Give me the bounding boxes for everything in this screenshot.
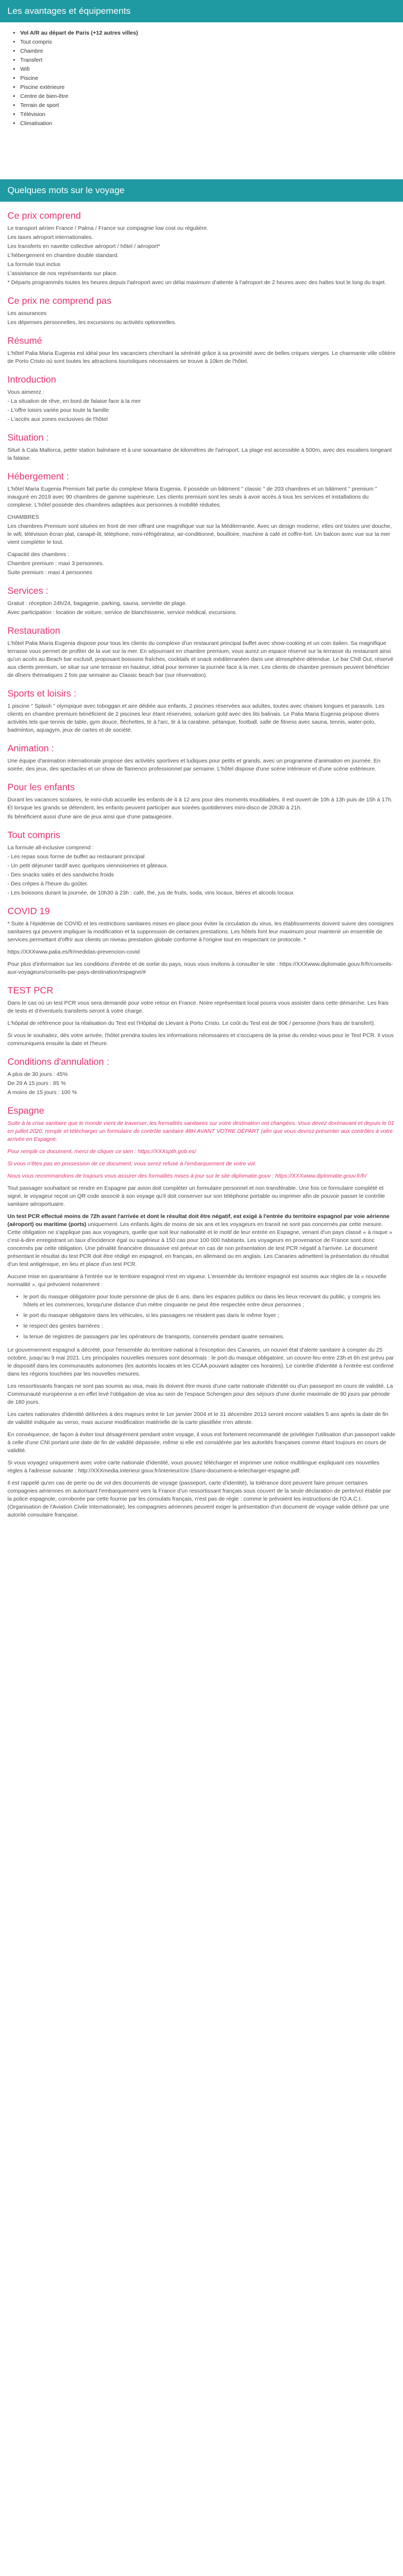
tout-compris-line: - Les repas sous forme de buffet au restaurant principal bbox=[7, 854, 145, 860]
intro-line: - L'accès aux zones exclusives de l'hôtel bbox=[7, 416, 108, 423]
chambres-label: CHAMBRES bbox=[7, 514, 39, 520]
sports-heading: Sports et loisirs : bbox=[7, 688, 77, 699]
tout-compris-line: - Un petit déjeuner tardif avec quelques viennoiseries et gâteaux. bbox=[7, 863, 169, 869]
compris-line: * Départs programmés toutes les heures depuis l'aéroport avec un délai maximum d'attente à l'aéroport de 2 heures avec des haltes tout le long du trajet. bbox=[7, 279, 387, 286]
non-compris-line: Les assurances bbox=[7, 310, 47, 317]
enfants-heading: Pour les enfants bbox=[7, 782, 75, 792]
espagne-alert-link[interactable]: Pour remplir ce document, merci de cliquer ce sien : https://XXXspth.gob.es/ bbox=[7, 1148, 196, 1155]
animation-heading: Animation : bbox=[7, 743, 54, 753]
services-line: Gratuit : réception 24h/24, bagagerie, parking, sauna, serviette de plage. bbox=[7, 600, 187, 607]
feature-item: • Climatisation bbox=[20, 119, 396, 128]
non-compris-line: Les dépenses personnelles, les excursions ou activités optionnelles. bbox=[7, 319, 177, 326]
feature-item: • Piscine bbox=[20, 74, 396, 83]
features-section-title: Les avantages et équipements bbox=[0, 0, 403, 22]
intro-line: Vous aimerez : bbox=[7, 389, 45, 395]
feature-item: • Chambre bbox=[20, 47, 396, 56]
enfants-line: Durant les vacances scolaires, le mini-club accueille les enfants de 4 à 12 ans pour des moments inoubliables. Il est ouvert de 10h à 13h puis de 15h à 17h. Et lorsque les grands se détendent, les enfants peuvent participer aux soirées quotidiennes mini-disco de 20h30 à 21h. bbox=[7, 797, 393, 811]
intro-line: - L'offre loisirs variée pour toute la famille bbox=[7, 407, 109, 413]
feature-item: • Centre de bien-être bbox=[20, 92, 396, 101]
espagne-rule: • le port du masque obligatoire dans les véhicules, si les passagers ne résident pas dans le même foyer ; bbox=[23, 1312, 396, 1320]
feature-item: • Tout compris bbox=[20, 38, 396, 47]
espagne-alert: Suite à la crise sanitaire que le monde vient de traverser, les formalités sanitaires sur votre destination ont changées. Vous devez dorénavant et depuis le 01 en juillet 2020, remplir et télécharger un formulaire de contrôle sanitaire 48H AVANT VOTRE DÉPART (afin que vous devrez présenter aux contrôles à votre arrivée en Espagne. bbox=[7, 1120, 394, 1142]
espagne-paragraph: Tout passager souhaitant se rendre en Espagne par avion doit compléter un formulaire personnel et non transférable. Une fois ce formulaire complété et signé, le voyageur reçoit un QR code associé à son voyage qu'il doit conserver sur son téléphone portable ou imprimer afin de pouvoir passer le contrôle sanitaire aéroportuaire. bbox=[7, 1185, 385, 1207]
compris-line: L'assistance de nos représentants sur place. bbox=[7, 270, 118, 277]
espagne-pcr-rest: uniquement. Les enfants âgés de moins de six ans et les voyageurs en transit ne sont pas concernés par cette mesure. Cette obligation ne s'applique pas aux voyageurs, quelle que soit leur nationalité et le motif de leur entrée en Espagne, venant d'un pays classé « à risque » c'est-à-dire enregistrant un taux d'incidence égal ou supérieur à 150 cas pour 100 000 habitants. Les voyageurs en provenance de France sont donc concernés par cette obligation. Une pénalité financière dissuasive est prévue en cas de non présentation de test PCR négatif à l'arrivée. Le document présentant le résultat du test PCR doit être rédigé en espagnol, en français, en allemand ou en anglais. Les Canaries admettent la présentation du résultat d'un test antigénique, en lieu et place d'un test PCR. bbox=[7, 1221, 392, 1268]
espagne-paragraph: Aucune mise en quarantaine à l'entrée sur le territoire espagnol n'est en vigueur. L'ensemble du territoire espagnol est soumis aux règles de la « nouvelle normalité », qui prévoient notamment : bbox=[7, 1273, 387, 1288]
compris-line: Le transport aérien France / Palma / France sur compagnie low cost ou régulière. bbox=[7, 225, 208, 231]
situation-heading: Situation : bbox=[7, 432, 49, 443]
feature-item: • Vol A/R au départ de Paris (+12 autres villes) bbox=[20, 29, 396, 38]
resume-text: L'hôtel Palia Maria Eugenia est idéal pour les vacanciers cherchant la sérénité grâce à sa proximité avec de belles criques vierges. Le charmante ville côtière de Porto Cristo où sont toutes les attractions touristiques nécessaires se trouve à 10km de l'hôtel. bbox=[7, 350, 396, 365]
compris-line: L'hébergement en chambre double standard. bbox=[7, 252, 119, 259]
feature-item: • Terrain de sport bbox=[20, 101, 396, 110]
annulation-heading: Conditions d'annulation : bbox=[7, 1056, 110, 1067]
covid-url[interactable]: https://XXXwww.palia.es/fr/medidas-prevencion-covid bbox=[7, 949, 140, 955]
restauration-heading: Restauration bbox=[7, 625, 61, 636]
capacite-line: Chambre premium : maxi 3 personnes. bbox=[7, 560, 104, 567]
annulation-line: A moins de 15 jours : 100 % bbox=[7, 1089, 77, 1096]
restauration-text: L'hôtel Palia Maria Eugenia dispose pour tous les clients du complexe d'un restaurant principal buffet avec show-cooking et un coin italien. Sa magnifique terrasse vous permet de profiter de la vue sur la mer. En séjournant en chambre premium, vous aurez un espace réservé sur la terrasse du restaurant ainsi qu'un accès au Beach bar exclusif, proposant boissons fraîches, cocktails et snack méditerranéen dans une atmosphère détendue. Le bar Chill Out, réservé aux clients premium, se situe sur une terrasse en hauteur, idéal pour terminer la journée face à la mer. Les clients de chambre premium peuvent bénéficier de dîners thématiques 2 fois par semaine au Classic beach bar (sur réservation). bbox=[7, 640, 393, 678]
resume-heading: Résumé bbox=[7, 335, 43, 346]
espagne-rule: • le port du masque obligatoire pour toute personne de plus de 6 ans, dans les espaces publics ou dans les lieux recevant du public, y compris les hôtels et les commerces, lorsqu'une distance d'un mètre cinquante ne peut être respectée entre deux personnes ; bbox=[23, 1293, 396, 1309]
espagne-rule: • la tenue de registres de passagers par les opérateurs de transports, conservés pendant quatre semaines. bbox=[23, 1333, 396, 1341]
espagne-rule: • le respect des gestes barrières ; bbox=[23, 1322, 396, 1330]
hebergement-heading: Hébergement : bbox=[7, 471, 69, 482]
espagne-paragraph: Le gouvernement espagnol a décrété, pour l'ensemble du territoire national à l'exception des Canaries, un nouvel état d'alerte sanitaire à compter du 25 octobre, jusqu'au 9 mai 2021. Les principales nouvelles mesures sont désormais : le port du masque obligatoire, un couvre-feu entre 23h et 6h est prévu par le dispositif dans les communautés autonomes (les autorités locales et les CCAA pouvant adapter ces horaires). Le contrôle d'identité à l'entrée est confirmé dans les régions touchées par les nouvelles mesures. bbox=[7, 1347, 394, 1377]
espagne-alert-link[interactable]: Nous vous recommandons de toujours vous assurer des formalités mises à jour sur le site diplomatie.gouv : https://XXXwww.diplomatie.gouv.fr/fr/ bbox=[7, 1173, 367, 1179]
espagne-heading: Espagne bbox=[7, 1105, 45, 1116]
services-heading: Services : bbox=[7, 585, 48, 596]
capacite-line: Capacité des chambres : bbox=[7, 551, 70, 558]
features-list bbox=[7, 29, 396, 128]
sports-text: 1 piscine " Splash " olympique avec toboggan et aire dédiée aux enfants, 2 piscines réservées aux adultes, toutes avec chaises longues et parasols. Les clients en chambre premium bénéficient de 2 piscines leur étant réservées, solarium gold avec des lits balinais. Le Palia Maria Eugenia propose divers activités tels que tennis de table, gym douce, fléchettes, tir à l'arc, tir à la carabine, pétanque, football, salle de fitness avec sauna, tennis, water-polo, badminton, aquagym, jeux de cartes et de société. bbox=[7, 703, 385, 733]
intro-heading: Introduction bbox=[7, 374, 56, 385]
covid-text: * Suite à l'épidémie de COVID et les restrictions sanitaires mises en place pour éviter la circulation du virus, les établissements doivent suivre des consignes sanitaires qui peuvent impliquer la modification et la suppression de certaines prestations. Les hôtels font leur maximum pour maintenir un ensemble de services permettant d'offrir aux clients un niveau prestation globale conforme à l'origine tout en respectant ce protocole. * bbox=[7, 921, 394, 943]
pcr-line: Dans le cas où un test PCR vous sera demandé pour votre retour en France. Notre représentant local pourra vous assister dans cette démarche. Les frais de tests et d'éventuels transferts seront à votre charge. bbox=[7, 1000, 389, 1014]
features-spacer bbox=[0, 137, 403, 179]
intro-line: - La situation de rêve, en bord de falaise face à la mer bbox=[7, 398, 141, 404]
non-compris-heading: Ce prix ne comprend pas bbox=[7, 295, 112, 306]
covid-info: Pour plus d'information sur les conditions d'entrée et de sortie du pays, nous vous invitons à consulter le site : https://XXXwww.diplomatie.gouv.fr/fr/conseils-aux-voyageurs/conseils-par-pays-destination/espagne/# bbox=[7, 961, 393, 975]
pcr-line: L'hôpital de référence pour la réalisation du Test est l'Hôpital de Llevant à Porto Cristo. Le coût du Test est de 90€ / personne (hors frais de transfert). bbox=[7, 1020, 375, 1026]
tout-compris-line: - Les boissons durant la journée, de 10h30 à 23h : café, thé, jus de fruits, soda, vins locaux, bières et alcools locaux bbox=[7, 890, 294, 896]
feature-item: • Télévision bbox=[20, 110, 396, 119]
features-section bbox=[0, 22, 403, 137]
feature-item: • Transfert bbox=[20, 56, 396, 65]
pcr-line: Si vous le souhaitez, dès votre arrivée, l'hôtel prendra toutes les informations nécessaires et s'occupera de la prise du rendez-vous pour le Test PCR. Il vous communiquera ensuite la date et l'heure. bbox=[7, 1032, 394, 1047]
compris-heading: Ce prix comprend bbox=[7, 210, 81, 221]
espagne-paragraph: Les cartes nationales d'identité délivrées à des majeurs entre le 1er janvier 2004 et le 31 décembre 2013 seront encore valables 5 ans après la date de fin de validité indiquée au verso, mais aucune modification matérielle de la carte plastifiée n'en atteste. bbox=[7, 1411, 389, 1426]
compris-line: Les transferts en navette collective aéroport / hôtel / aéroport* bbox=[7, 243, 161, 250]
tout-compris-line: - Des crêpes à l'heure du goûter. bbox=[7, 881, 89, 887]
capacite-line: Suite premium : maxi 4 personnes bbox=[7, 569, 93, 576]
espagne-pcr-paragraph bbox=[7, 1213, 396, 1269]
trip-description bbox=[0, 210, 403, 1519]
compris-list bbox=[7, 225, 396, 287]
info-section-title: Quelques mots sur le voyage bbox=[0, 179, 403, 202]
animation-text: Une équipe d'animation internationale propose des activités sportives et ludiques pour petits et grands, avec un programme d'animation en journée. En soirée, des jeux, des spectacles et un show de flamenco professionnel par semaine. L'hôtel dispose d'une scène intérieure et d'une scène extérieure. bbox=[7, 758, 381, 772]
compris-line: La formule tout inclus bbox=[7, 261, 61, 268]
hebergement-text: L'hôtel Maria Eugenia Premium fait partie du complexe Maria Eugenia. Il possède un bâtiment " classic " de 203 chambres et un bâtiment " premium " inauguré en 2019 avec 90 chambres de gamme supérieure. Les clients premium sont les seuls à avoir accès à tous les services et installations du complexe. L'hôtel possède des chambres adaptées aux personnes à mobilité réduites. bbox=[7, 486, 377, 508]
covid-heading: COVID 19 bbox=[7, 906, 50, 916]
pcr-heading: TEST PCR bbox=[7, 985, 54, 996]
espagne-paragraph: Les ressortissants français ne sont pas soumis au visa, mais ils doivent être munis d'une carte nationale d'identité ou d'un passeport en cours de validité. La Communauté européenne a en effet levé l'obligation de visa au sein de l'espace Schengen pour des séjours d'une durée maximale de 90 jours par période de 180 jours. bbox=[7, 1383, 393, 1405]
tout-compris-heading: Tout compris bbox=[7, 830, 61, 840]
espagne-paragraph: Il est rappelé qu'en cas de perte ou de vol des documents de voyage (passeport, carte d'identité), la tolérance dont peuvent faire preuve certaines compagnies aériennes en autorisant l'embarquement vers la France d'un ressortissant français sous couvert de la seule déclaration de perte/vol établie par la police espagnole, corroborée par cette fournie par les consulats français, n'est pas de règle : comme le prévoient les instructions de l'O.A.C.I. (Organisation de l'Aviation Civile Internationale), les compagnies aériennes peuvent exiger la présentation d'un document de voyage valide délivré par une autorité consulaire française. bbox=[7, 1480, 391, 1518]
espagne-rules-list bbox=[7, 1293, 396, 1341]
feature-item: • Wifi bbox=[20, 65, 396, 74]
espagne-alert: Si vous n'êtes pas en possession de ce document, vous serez refusé à l'embarquement de votre vol. bbox=[7, 1161, 257, 1167]
situation-text: Situé à Cala Mallorca, petite station balnéaire et à une soixantaine de kilomètres de l'aéroport. La plage est accessible à 500m, avec des escaliers longeant la falaise. bbox=[7, 447, 392, 461]
annulation-line: A plus de 30 jours : 45% bbox=[7, 1071, 68, 1078]
tout-compris-line: - Des snacks salés et des sandwichs froids bbox=[7, 872, 114, 878]
chambres-text: Les chambres Premium sont situées en front de mer offrant une magnifique vue sur la Méditerranée. Avec un design moderne, elles ont toutes une douche, le wifi, télévision écran plat, canapé-lit, téléphone, mini-réfrigérateur, air-conditionné, bouilloire, machine à café et coffre-fort. Un balcon avec vue sur la mer vient compléter le tout. bbox=[7, 523, 392, 545]
enfants-line: Ils bénéficient aussi d'une aire de jeux ainsi que d'une pataugeoire. bbox=[7, 814, 173, 820]
espagne-pcr-bold: Un test PCR effectué moins de 72h avant l'arrivée et dont le résultat doit être négatif, est exigé à l'entrée du territoire espagnol par voie aérienne (aéroport) ou maritime (ports) bbox=[7, 1213, 390, 1228]
espagne-paragraph: Si vous voyagez uniquement avec votre carte nationale d'identité, vous pouvez télécharger et imprimer une notice multilingue expliquant ces nouvelles règles à l'adresse suivante : http://XXXmedia.interieur.gouv.fr/interieur/cni-15ans-document-a-telecharger-espagne.pdf. bbox=[7, 1460, 380, 1474]
compris-line: Les taxes aéroport internationales. bbox=[7, 234, 94, 241]
tout-compris-line: La formule all-inclusive comprend : bbox=[7, 844, 94, 851]
annulation-line: De 29 A 15 jours : 85 % bbox=[7, 1080, 66, 1087]
services-line: Avec participation : location de voiture, service de blanchisserie, service médical, excursions. bbox=[7, 609, 237, 616]
espagne-paragraph: En conséquence, de façon à éviter tout désagrément pendant votre voyage, il vous est fortement recommandé de privilégier l'utilisation d'un passeport valide à celle d'une CNI portant une date de fin de validité dépassée, même si elle est considérée par les autorités françaises comme étant toujours en cours de validité. bbox=[7, 1431, 396, 1454]
feature-item: • Piscine extérieure bbox=[20, 83, 396, 92]
